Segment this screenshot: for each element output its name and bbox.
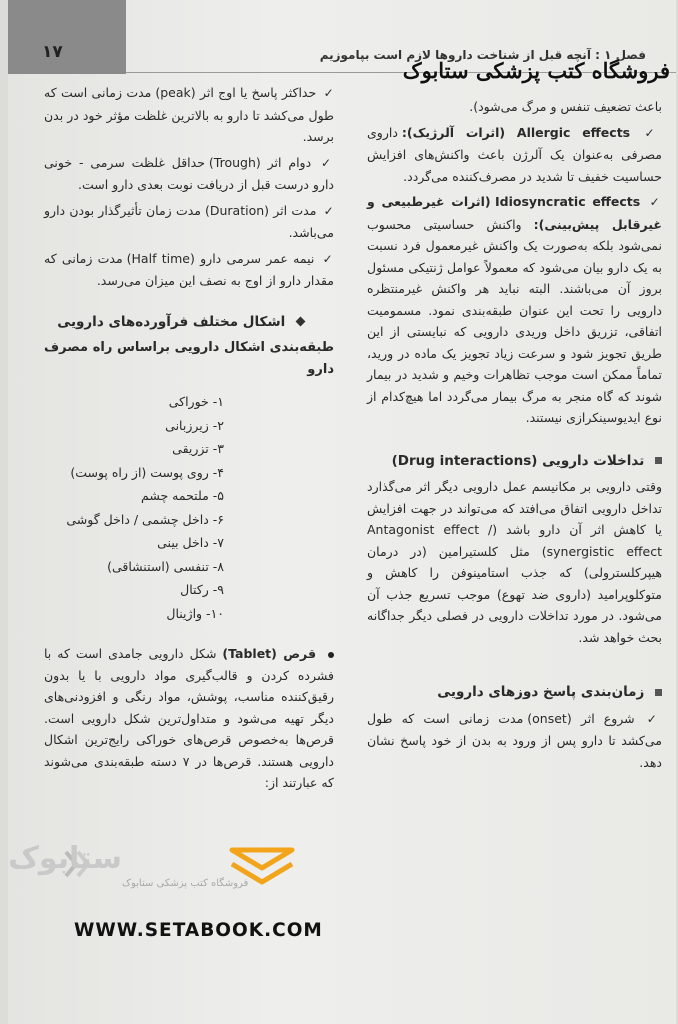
checkmark-icon: ✓ <box>646 711 662 726</box>
setabook-logo-icon <box>8 838 302 900</box>
duration-paragraph <box>44 200 334 244</box>
drug-interactions-text: وقتی دارویی بر مکانیسم عمل دارویی دیگر اثر می‌گذارد تداخل دارویی اتفاق می‌افتد که می‌تواند در جهت افزایش یا کاهش اثر آن دارو باشد (Antagonist effect / synergistic effect) مثل کلستیرامین (در درمان هیپرکلسترولی) که جذب استامینوفن را کاهش و متوکلوپرامید (داروی ضد تهوع) موجب تسریع جذب آن می‌شود. در مورد تداخلات دارویی در فصلی دیگر جداگانه بحث خواهد شد. <box>367 479 662 645</box>
trough-paragraph <box>44 152 334 196</box>
onset-text: شروع اثر (onset) مدت زمانی است که طول می‌کشد تا دارو پس از ورود به بدن از خود پاسخ نشان دهد. <box>367 710 662 770</box>
svg-text:ستابوک: ستابوک <box>8 841 122 876</box>
peak-paragraph <box>44 82 334 148</box>
list-item: ۸- تنفسی (استنشاقی) <box>107 558 224 574</box>
tablet-paragraph <box>44 643 334 794</box>
footer-url: WWW.SETABOOK.COM <box>74 920 323 941</box>
bullet-dot-icon <box>328 652 334 658</box>
half-time-text: نیمه عمر سرمی دارو (Half time) مدت زمانی که مقدار دارو از اوج به نصف این میزان می‌رسد. <box>44 250 334 288</box>
checkmark-icon: ✓ <box>321 155 334 170</box>
onset-paragraph <box>367 708 662 774</box>
allergic-effects-text: داروی مصرفی به‌عنوان یک آلرژن باعث واکنش‌های افزایش حساسیت خفیف تا شدید در مصرف‌کننده می‌گردد. <box>367 124 662 184</box>
drug-interactions-heading <box>367 451 662 473</box>
checkmark-icon: ✓ <box>649 195 662 209</box>
chapter-title: فصل ۱ : آنچه قبل از شناخت داروها لازم است بپاموزیم <box>319 48 646 62</box>
list-item: ۴- روی پوست (از راه پوست) <box>70 464 224 480</box>
checkmark-icon: ✓ <box>322 251 334 266</box>
drug-interactions-heading-text: تداخلات دارویی (Drug interactions) <box>391 452 645 469</box>
list-item: ۵- ملتحمه چشم <box>141 488 224 503</box>
logo-caption: فروشگاه کتب پزشکی ستابوک <box>122 878 249 889</box>
peak-text: حداکثر پاسخ یا اوج اثر (peak) مدت زمانی است که طول می‌کشد تا دارو به بالاترین غلظت مؤثر خود در بدن برسد. <box>44 85 334 144</box>
duration-text: مدت اثر (Duration) مدت زمان تأثیرگذار بودن دارو می‌باشد. <box>44 202 334 240</box>
dose-timing-heading <box>367 682 662 704</box>
half-time-paragraph <box>44 248 334 292</box>
store-banner-watermark: فروشگاه کتب پزشکی ستابوک <box>402 58 670 83</box>
idiosyncratic-effects-paragraph <box>367 191 662 429</box>
tablet-title: قرص (Tablet) <box>222 646 317 661</box>
page-number: ۱۷ <box>42 42 63 62</box>
dosage-forms-list <box>44 390 334 625</box>
allergic-effects-title: Allergic effects (اثرات آلرژیک): <box>401 124 631 140</box>
list-item: ۹- رکتال <box>180 582 224 597</box>
square-bullet-icon <box>655 689 662 696</box>
dosage-forms-heading-text: اشکال مختلف فرآورده‌های دارویی <box>57 313 286 330</box>
list-item: ۱- خوراکی <box>168 394 224 409</box>
list-item: ۷- داخل بینی <box>157 535 224 550</box>
right-column <box>367 96 662 777</box>
checkmark-icon: ✓ <box>323 86 334 100</box>
list-item: ۱۰- واژینال <box>166 605 224 621</box>
list-item: ۶- داخل چشمی / داخل گوشی <box>66 511 224 527</box>
allergic-effects-paragraph <box>367 122 662 188</box>
diamond-bullet-icon <box>296 317 306 327</box>
dose-timing-heading-text: زمان‌بندی پاسخ دوزهای دارویی <box>437 684 645 700</box>
book-page <box>8 0 676 1024</box>
checkmark-icon: ✓ <box>644 125 663 140</box>
paragraph-continuation: باعث تضعیف تنفس و مرگ می‌شود). <box>469 99 662 114</box>
dosage-forms-heading <box>44 312 304 334</box>
idiosyncratic-effects-title: Idiosyncratic effects (اثرات غیرطبیعی و غیرقابل پیش‌بینی): <box>367 194 662 232</box>
checkmark-icon: ✓ <box>323 203 334 218</box>
tablet-text: شکل دارویی جامدی است که با فشرده کردن و قالب‌گیری مواد دارویی با یا بدون رقیق‌کننده مناسب، پوشش، مواد رنگی و افزودنی‌های دیگر تهیه می‌شود و متداول‌ترین شکل دارویی است. قرص‌ها به‌خصوص قرص‌های خوراکی رایج‌ترین اشکال دارویی هستند. قرص‌ها در ۷ دسته طبقه‌بندی می‌شوند که عبارتند از: <box>44 646 334 790</box>
list-item: ۳- تزریقی <box>172 441 224 456</box>
idiosyncratic-effects-text: واکنش حساسیتی محسوب نمی‌شود بلکه به‌صورت یک واکنش غیرمعمول فرد نسبت به یک دارو بیان می‌شود که معمولاً عوامل ژنتیکی مسئول بروز آن می‌باشند. البته نباید هر واکنش غیرمنتظره دارویی را تحت این عنوان طبقه‌بندی نمود. مسمومیت اتفاقی، تزریق داخل وریدی دارویی که نبایستی از این طریق تجویز شود و سرعت زیاد تجویز یک ماده در ورید، تماماً ممکن است موجب تظاهرات وخیم و شدید در بیمار شوند که گاه منجر به مرگ بیمار می‌گردد اما هیچ‌کدام از نوع ایدیوسینکرازی نیستند. <box>367 216 662 425</box>
square-bullet-icon <box>655 457 662 464</box>
left-column <box>44 82 334 798</box>
header-page-tab <box>8 0 126 74</box>
dosage-forms-subtitle: طبقه‌بندی اشکال دارویی براساس راه مصرف دارو <box>44 340 334 377</box>
list-item: ۲- زیرزبانی <box>165 417 224 433</box>
trough-text: دوام اثر (Trough) حداقل غلظت سرمی - خونی دارو درست قبل از دریافت نوبت بعدی دارو است. <box>44 154 334 192</box>
